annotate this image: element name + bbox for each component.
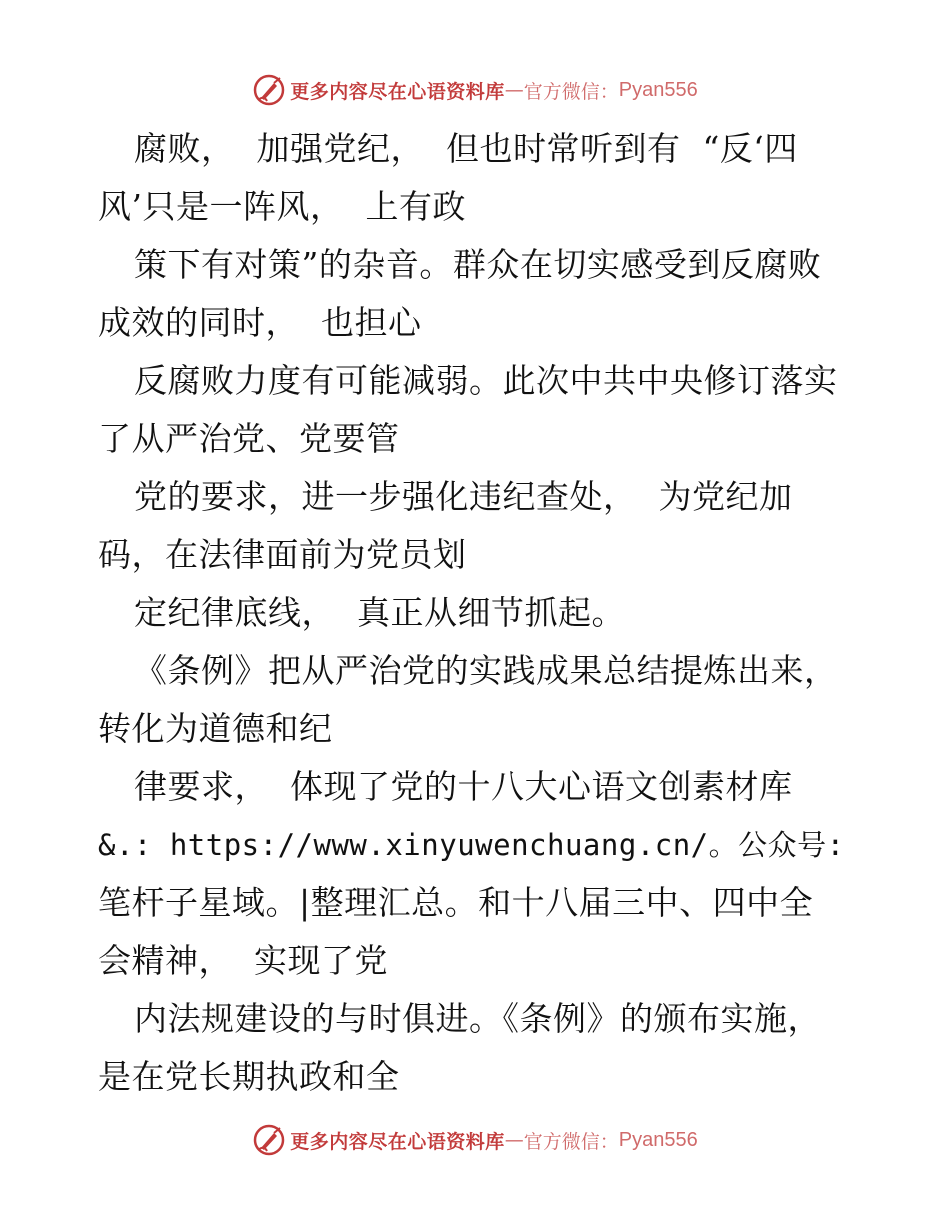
banner-text: 更多内容尽在心语资料库: [290, 80, 505, 103]
text-line: 会精神， 实现了党: [98, 941, 388, 980]
text-line: 是在党长期执政和全: [98, 1057, 400, 1096]
banner-separator: —: [504, 79, 524, 101]
text-line: 笔杆子星域。|整理汇总。和十八届三中、四中全: [98, 883, 814, 922]
quill-pen-icon: [252, 1123, 286, 1157]
banner-wechat-id: Pyan556: [618, 1128, 698, 1151]
banner-wechat-label: 官方微信：: [523, 80, 619, 103]
text-line: 律要求， 体现了党的十八大心语文创素材库: [134, 767, 793, 806]
text-line-url: &.: https://www.xinyuwenchuang.cn/。公众号:: [98, 828, 845, 862]
banner-wechat-label: 官方微信：: [523, 1130, 619, 1153]
header-banner: [0, 70, 950, 110]
text-line: 了从严治党、党要管: [98, 419, 400, 458]
text-line: 内法规建设的与时俱进。《条例》的颁布实施，: [134, 999, 821, 1038]
text-line: 腐败， 加强党纪， 但也时常听到有 “反‘四: [134, 129, 798, 168]
banner-text: 更多内容尽在心语资料库: [290, 1130, 505, 1153]
banner-separator: —: [504, 1129, 524, 1151]
text-line: 成效的同时， 也担心: [98, 303, 422, 342]
footer-banner: [0, 1120, 950, 1160]
text-line: 风’只是一阵风， 上有政: [98, 187, 466, 226]
quill-pen-icon: [252, 73, 286, 107]
text-line: 定纪律底线， 真正从细节抓起。: [134, 593, 625, 632]
text-line: 党的要求，进一步强化违纪查处， 为党纪加: [134, 477, 793, 516]
text-line: 策下有对策”的杂音。群众在切实感受到反腐败: [134, 245, 822, 284]
text-line: 《条例》把从严治党的实践成果总结提炼出来，: [134, 651, 838, 690]
document-body: [98, 120, 868, 1106]
text-line: 反腐败力度有可能减弱。此次中共中央修订落实: [134, 361, 838, 400]
text-line: 码，在法律面前为党员划: [98, 535, 467, 574]
banner-wechat-id: Pyan556: [618, 78, 698, 101]
text-line: 转化为道德和纪: [98, 709, 333, 748]
